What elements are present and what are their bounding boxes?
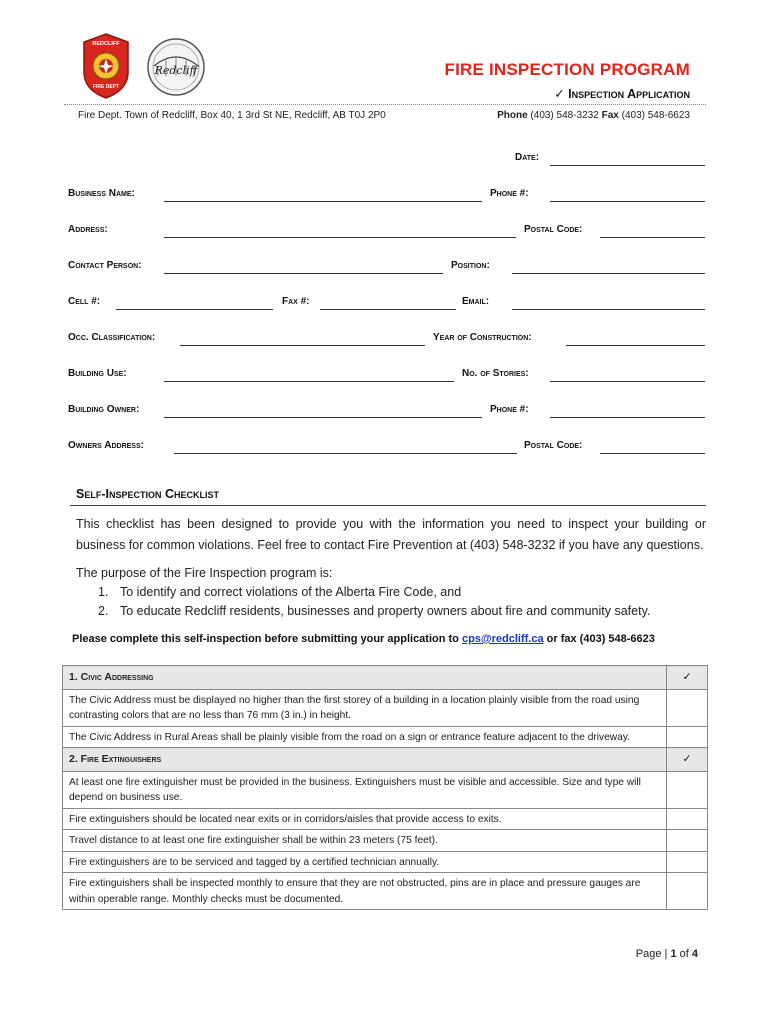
requirement-checkbox[interactable] bbox=[667, 873, 708, 910]
page-total: 4 bbox=[691, 948, 698, 960]
business-name-field[interactable] bbox=[164, 201, 482, 202]
postal-code-label-1: Postal Code: bbox=[524, 224, 583, 235]
requirement-text: Travel distance to at least one fire extinguisher shall be within 23 meters (75 feet). bbox=[63, 830, 667, 852]
page-current: 1 bbox=[670, 948, 677, 960]
building-use-field[interactable] bbox=[164, 381, 454, 382]
phone-label: Phone bbox=[497, 110, 528, 121]
fax-value: (403) 548-6623 bbox=[621, 110, 690, 121]
table-row bbox=[63, 830, 708, 852]
requirement-checkbox[interactable] bbox=[667, 851, 708, 873]
purpose-item-num: 2. bbox=[98, 604, 109, 618]
inspection-checklist-table bbox=[62, 665, 708, 910]
purpose-item-text: To identify and correct violations of the Alberta Fire Code, and bbox=[120, 585, 462, 599]
cell-label: Cell #: bbox=[68, 296, 101, 307]
table-row bbox=[63, 771, 708, 808]
section-heading: 1. Civic Addressing bbox=[63, 666, 667, 690]
owners-address-field[interactable] bbox=[174, 453, 517, 454]
postal-code-label-2: Postal Code: bbox=[524, 440, 583, 451]
fire-dept-address bbox=[78, 110, 386, 121]
table-row bbox=[63, 689, 708, 726]
email-label: Email: bbox=[462, 296, 490, 307]
requirement-text: Fire extinguishers are to be serviced and tagged by a certified technician annually. bbox=[63, 851, 667, 873]
table-row bbox=[63, 851, 708, 873]
phone-label-1: Phone #: bbox=[490, 188, 529, 199]
building-owner-label: Building Owner: bbox=[68, 404, 140, 415]
requirement-text: The Civic Address in Rural Areas shall be plainly visible from the road on a sign or entrance feature adjacent to the driveway. bbox=[63, 726, 667, 748]
fax-label: Fax bbox=[601, 110, 619, 121]
address-field[interactable] bbox=[164, 237, 516, 238]
occ-classification-label: Occ. Classification: bbox=[68, 332, 156, 343]
contact-numbers bbox=[497, 110, 690, 121]
requirement-checkbox[interactable] bbox=[667, 830, 708, 852]
purpose-item bbox=[98, 583, 708, 602]
date-label: Date: bbox=[515, 152, 540, 163]
section-check-icon: ✓ bbox=[667, 666, 708, 690]
table-row bbox=[63, 726, 708, 748]
phone-label-2: Phone #: bbox=[490, 404, 529, 415]
purpose-heading: The purpose of the Fire Inspection program is: bbox=[76, 566, 333, 580]
email-field[interactable] bbox=[512, 309, 705, 310]
postal-code-field-1[interactable] bbox=[600, 237, 705, 238]
contact-person-field[interactable] bbox=[164, 273, 443, 274]
phone-value: (403) 548-3232 bbox=[530, 110, 599, 121]
purpose-list bbox=[98, 583, 708, 621]
checklist-title-rule bbox=[70, 505, 706, 506]
page-of: of bbox=[679, 948, 689, 960]
position-field[interactable] bbox=[512, 273, 705, 274]
page-number: Page | 1 of 4 bbox=[635, 948, 698, 960]
date-field[interactable] bbox=[550, 165, 705, 166]
building-use-label: Building Use: bbox=[68, 368, 127, 379]
phone-field-1[interactable] bbox=[550, 201, 705, 202]
logo2-text: Redcliff bbox=[154, 64, 198, 77]
instructions-text: Please complete this self-inspection before submitting your application to bbox=[72, 633, 462, 645]
checklist-intro: This checklist has been designed to provide you with the information you need to inspect your building or business for common violations. Feel free to contact Fire Prevention at (403) 548-3232 if you have any questions. bbox=[76, 517, 706, 552]
email-link[interactable]: cps@redcliff.ca bbox=[461, 633, 544, 645]
page-subtitle: ✓ Inspection Application bbox=[554, 87, 690, 101]
no-of-stories-label: No. of Stories: bbox=[462, 368, 529, 379]
redcliff-town-logo bbox=[140, 36, 212, 98]
requirement-text: Fire extinguishers shall be inspected monthly to ensure that they are not obstructed, pins are in place and pressure gauges are within operable range. Monthly checks must be documented. bbox=[63, 873, 667, 910]
section-header-row bbox=[63, 666, 708, 690]
page-label: Page bbox=[635, 948, 662, 960]
logo1-bottom-text: FIRE DEPT bbox=[92, 84, 120, 90]
header-divider bbox=[64, 104, 706, 105]
page-title: FIRE INSPECTION PROGRAM bbox=[444, 60, 690, 79]
section-check-icon: ✓ bbox=[667, 748, 708, 772]
requirement-text: At least one fire extinguisher must be provided in the business. Extinguishers must be visible and accessible. Size and type will depend on business use. bbox=[63, 771, 667, 808]
table-row bbox=[63, 808, 708, 830]
no-of-stories-field[interactable] bbox=[550, 381, 705, 382]
purpose-item-num: 1. bbox=[98, 585, 109, 599]
occ-classification-field[interactable] bbox=[180, 345, 425, 346]
year-of-construction-label: Year of Construction: bbox=[433, 332, 532, 343]
requirement-checkbox[interactable] bbox=[667, 726, 708, 748]
purpose-item-text: To educate Redcliff residents, businesses and property owners about fire and community safety. bbox=[120, 604, 651, 618]
requirement-checkbox[interactable] bbox=[667, 689, 708, 726]
logo1-top-text: REDCLIFF bbox=[92, 41, 120, 47]
phone-field-2[interactable] bbox=[550, 417, 705, 418]
requirement-checkbox[interactable] bbox=[667, 771, 708, 808]
business-name-label: Business Name: bbox=[68, 188, 135, 199]
fax-field-label: Fax #: bbox=[282, 296, 310, 307]
address-label: Address: bbox=[68, 224, 108, 235]
postal-code-field-2[interactable] bbox=[600, 453, 705, 454]
year-of-construction-field[interactable] bbox=[566, 345, 705, 346]
cell-field[interactable] bbox=[116, 309, 273, 310]
requirement-text: The Civic Address must be displayed no higher than the first storey of a building in a location plainly visible from the road using contrasting colors that are no less than 76 mm (3 in.) in height. bbox=[63, 689, 667, 726]
submission-instructions bbox=[72, 633, 655, 645]
checklist-title: Self-Inspection Checklist bbox=[76, 487, 219, 501]
section-heading: 2. Fire Extinguishers bbox=[63, 748, 667, 772]
instructions-fax: or fax (403) 548-6623 bbox=[543, 633, 655, 645]
fax-field[interactable] bbox=[320, 309, 456, 310]
fire-dept-logo bbox=[80, 32, 132, 100]
table-row bbox=[63, 873, 708, 910]
owners-address-label: Owners Address: bbox=[68, 440, 144, 451]
building-owner-field[interactable] bbox=[164, 417, 482, 418]
section-header-row bbox=[63, 748, 708, 772]
fire-dept-address-text: Fire Dept. Town of Redcliff, Box 40, 1 3rd St NE, Redcliff, AB T0J 2P0 bbox=[78, 110, 386, 121]
position-label: Position: bbox=[451, 260, 490, 271]
purpose-item bbox=[98, 602, 708, 621]
requirement-checkbox[interactable] bbox=[667, 808, 708, 830]
requirement-text: Fire extinguishers should be located near exits or in corridors/aisles that provide access to exits. bbox=[63, 808, 667, 830]
contact-person-label: Contact Person: bbox=[68, 260, 142, 271]
